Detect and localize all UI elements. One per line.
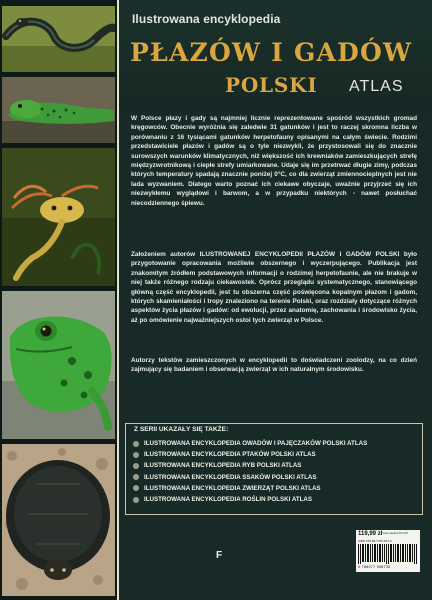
- photo-column: [0, 0, 117, 600]
- series-item-label: ILUSTROWANA ENCYKLOPEDIA ROŚLIN POLSKI ATLAS: [144, 496, 312, 504]
- bullet-icon: [133, 463, 139, 469]
- bullet-icon: [133, 441, 139, 447]
- price-label: 119,99 zł: [358, 531, 383, 537]
- green-lizard-photo: [2, 77, 115, 143]
- green-frog-photo: [2, 291, 115, 439]
- series-subtitle: Ilustrowana encyklopedia: [132, 12, 281, 26]
- series-list: [133, 438, 418, 505]
- bullet-icon: [133, 497, 139, 503]
- series-item-label: ILUSTROWANA ENCYKLOPEDIA SSAKÓW POLSKI ATLAS: [144, 473, 317, 481]
- isbn-label: ISBN 978-83-7705-873-5: [358, 539, 392, 543]
- book-title-line2: POLSKI: [225, 73, 318, 97]
- series-list-item: [133, 494, 418, 505]
- series-item-label: ILUSTROWANA ENCYKLOPEDIA RYB POLSKI ATLAS: [144, 462, 302, 470]
- series-list-item: [133, 460, 418, 471]
- bullet-icon: [133, 474, 139, 480]
- bullet-icon: [133, 485, 139, 491]
- series-item-label: ILUSTROWANA ENCYKLOPEDIA PTAKÓW POLSKI ATLAS: [144, 451, 316, 459]
- description-paragraph-1: W Polsce płazy i gady są najmniej licznie reprezentowane spośród wszystkich gromad kręgowców. Obecnie wyróżnia się zaledwie 31 gatunków i jest to raczej skromna liczba w porównaniu z 16 tysiącami gatunków herpetofauny opisanymi na całym świecie. Rodzimi przedstawiciele płazów i gadów są o tyle niezwykli, że przystosowali się do znacznie surowszych warunków klimatycznych, niż większość ich krewniaków zamieszkujących strefę międzyzwrotnikową i ciepłe strefy umiarkowane. Udaje się im przetrwać długie zimy, podczas których temperatury spadają znacznie poniżej 0°C, co dla zwierząt zmiennocieplnych jest nie lada wyzwaniem. Dlatego warto poznać ich ciekawe obyczaje, uważnie przyjrzeć się ich niezwykłemu wyglądowi i barwom, a w przypadku niektórych - nawet posłuchać niecodziennego śpiewu.: [131, 115, 417, 207]
- bullet-icon: [133, 452, 139, 458]
- series-heading: Z SERII UKAZAŁY SIĘ TAKŻE:: [134, 426, 229, 433]
- barcode-sticker: [356, 530, 420, 572]
- series-list-item: [133, 472, 418, 483]
- newt-larva-photo: [2, 148, 115, 286]
- snake-photo: [2, 6, 115, 72]
- series-list-item: [133, 483, 418, 494]
- price-note: cena zawiera 5% VAT: [383, 532, 409, 535]
- series-list-item: [133, 438, 418, 449]
- publisher-logo: F: [216, 550, 223, 561]
- series-box: [125, 423, 423, 515]
- series-item-label: ILUSTROWANA ENCYKLOPEDIA OWADÓW I PAJĘCZAKÓW POLSKI ATLAS: [144, 440, 368, 448]
- ean-number: 9 788377 058735: [358, 565, 391, 569]
- description-paragraph-2: Założeniem autorów ILUSTROWANEJ ENCYKLOPEDII PŁAZÓW I GADÓW POLSKI było przygotowanie opracowania możliwie obszernego i wyczerpującego. Publikacja jest znakomitym źródłem podstawowych informacji o rodzimej herpetofaunie, ale nie brakuje w niej także różnego rodzaju ciekawostek. Oprócz przeglądu systematycznego, stanowiącego główną część encyklopedii, jest tu obszerna część poświęcona kopalnym płazom i gadom, których skamieniałości i tropy znaleziono na terenie Polski, oraz rozdziały dotyczące różnych aspektów życia płazów i gadów: od ewolucji, przez anatomię, zachowania i środowisko życia, aż po omówienie najważniejszych ostoi tych zwierząt w Polsce.: [131, 251, 417, 324]
- series-list-item: [133, 449, 418, 460]
- turtle-photo: [2, 444, 115, 596]
- barcode-icon: [358, 544, 418, 564]
- atlas-label: ATLAS: [349, 78, 404, 95]
- book-title-line1: PŁAZÓW I GADÓW: [130, 38, 413, 67]
- description-paragraph-3: Autorzy tekstów zamieszczonych w encyklopedii to doświadczeni zoolodzy, na co dzień zajmujący się badaniem i obserwacją zwierząt w ich naturalnym środowisku.: [131, 357, 417, 374]
- series-item-label: ILUSTROWANA ENCYKLOPEDIA ZWIERZĄT POLSKI ATLAS: [144, 484, 321, 492]
